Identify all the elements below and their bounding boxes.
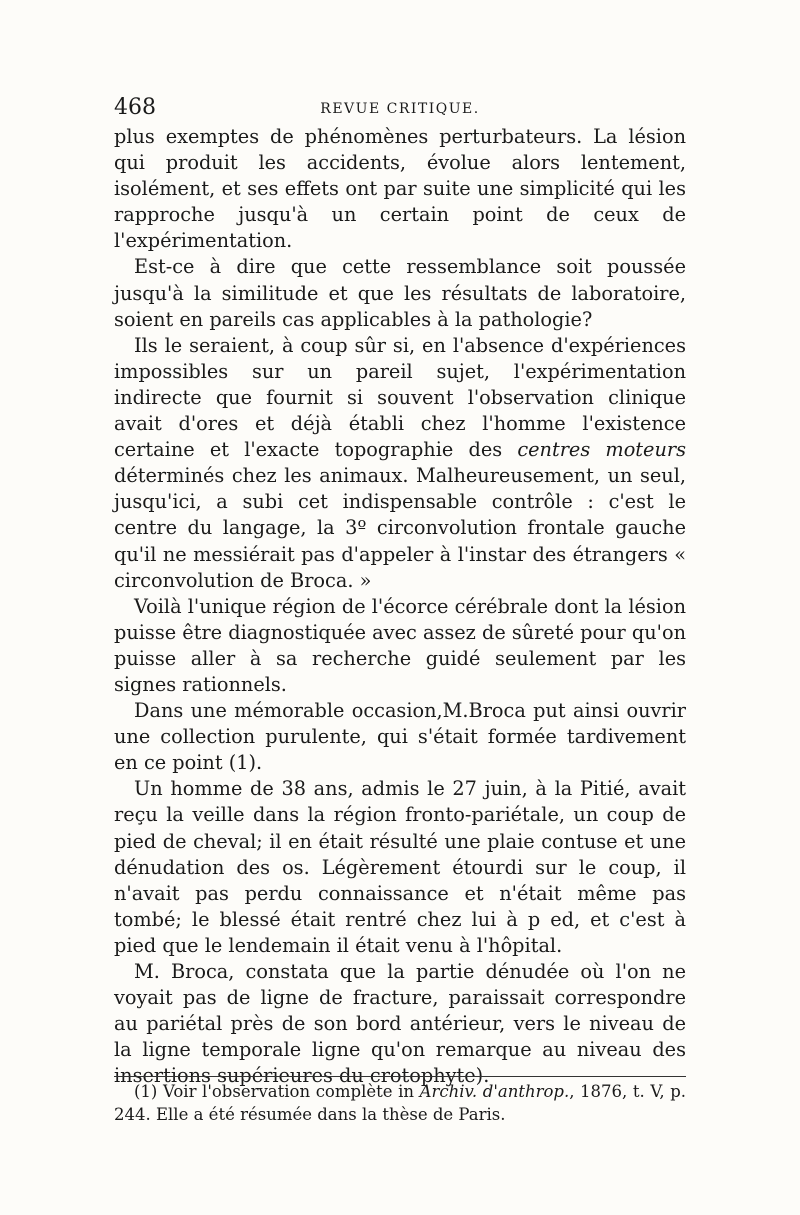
paragraph: Voilà l'unique région de l'écorce cérébrale dont la lésion puisse être diagnostiquée avec assez de sûreté pour qu'on puisse aller à sa recherche guidé seulement par les signes rationnels. (114, 594, 686, 696)
paragraph: Un homme de 38 ans, admis le 27 juin, à la Pitié, avait reçu la veille dans la région fronto-pariétale, un coup de pied de cheval; il en était résulté une plaie contuse et une dénudation des os. Légèrement étourdi sur le coup, il n'avait pas perdu connaissance et n'était même pas tombé; le blessé était rentré chez lui à p ed, et c'est à pied que le lendemain il était venu à l'hôpital. (114, 777, 686, 957)
paragraph-text: déterminés chez les animaux. Malheureusement, un seul, jusqu'ici, a subi cet indispensable contrôle : c'est le centre du langage, la 3º circonvolution frontale gauche qu'il ne messiérait pas d'appeler à l'instar des étrangers « circonvolution de Broca. » (114, 464, 686, 592)
footnote-italic: Archiv. d'anthrop. (419, 1082, 570, 1101)
footnote-divider (114, 1076, 686, 1077)
paragraph (114, 333, 686, 594)
paragraph: Dans une mémorable occasion,M.Broca put ainsi ouvrir une collection purulente, qui s'était formée tardivement en ce point (1). (114, 699, 686, 775)
paragraph-italic: centres moteurs (517, 438, 686, 462)
running-title: REVUE CRITIQUE. (320, 101, 480, 117)
page-header (114, 96, 686, 120)
paragraph-text: Ils le seraient, à coup sûr si, en l'absence d'expériences impossibles sur un pareil sujet, l'expérimentation indirecte que fournit si souvent l'observation clinique avait d'ores et déjà établi chez l'homme l'existence certaine et l'exacte topographie des (114, 333, 686, 462)
footnote-text: , 1876, t. V, p. 244. Elle a été résumée dans la thèse de Paris. (114, 1082, 686, 1124)
paragraph: Est-ce à dire que cette ressemblance soit poussée jusqu'à la similitude et que les résultats de laboratoire, soient en pareils cas applicables à la pathologie? (114, 255, 686, 331)
footnote (114, 1080, 686, 1126)
paragraph: plus exemptes de phénomènes perturbateurs. La lésion qui produit les accidents, évolue alors lentement, isolément, et ses effets ont par suite une simplicité qui les rapproche jusqu'à un certain point de ceux de l'expérimentation. (114, 125, 686, 253)
body-text (114, 124, 686, 1089)
page-number: 468 (114, 95, 156, 120)
paragraph: M. Broca, constata que la partie dénudée où l'on ne voyait pas de ligne de fracture, paraissait correspondre au pariétal près de son bord antérieur, vers le niveau de la ligne temporale ligne qu'on remarque au niveau des insertions supérieures du crotophyte). (114, 960, 686, 1088)
footnote-text: (1) Voir l'observation complète in (134, 1082, 420, 1101)
